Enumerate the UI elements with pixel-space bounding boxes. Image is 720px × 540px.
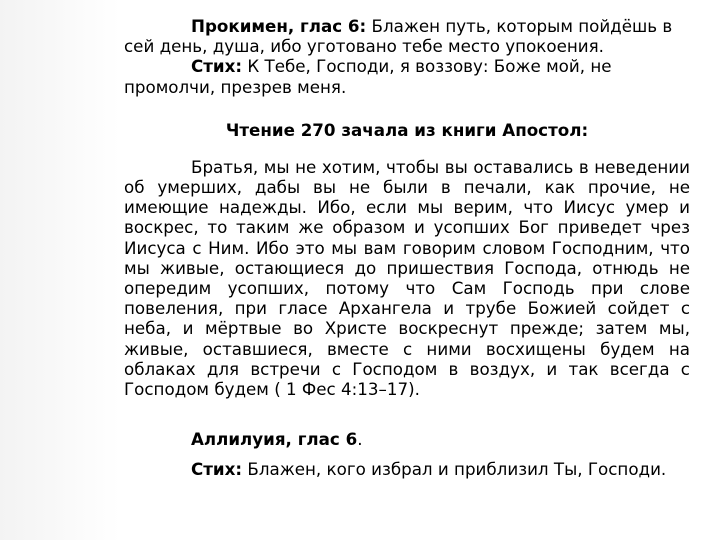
stikh-text-2: Блажен, кого избрал и приблизил Ты, Господи. <box>242 459 667 480</box>
reading-heading: Чтение 270 зачала из книги Апостол: <box>225 119 589 140</box>
stikh-text-1: К Тебе, Господи, я воззову: Боже мой, не промолчи, презрев меня. <box>124 56 612 97</box>
prokimen-text: Блажен путь, которым пойдёшь в сей день, душа, ибо уготовано тебе место упокоения. <box>124 16 673 57</box>
stikh-lead-2: Стих: <box>191 459 243 480</box>
prokimen-lead: Прокимен, глас 6: <box>191 16 367 36</box>
stikh-lead-1: Стих: <box>191 56 243 77</box>
prokimen-paragraph <box>124 16 690 56</box>
alleluia-paragraph <box>124 429 690 449</box>
reading-body: Братья, мы не хотим, чтобы вы оставались в неведении об умерших, дабы вы не были в печали, как прочие, не имеющие надежды. Ибо, если мы верим, что Иисус умер и воскрес, то таким же образом и усопших Бог приведет чрез Иисуса с Ним. Ибо это мы вам говорим словом Господним, что мы живые, остающиеся до пришествия Господа, отнюдь не опередим усопших, потому что Сам Господь при слове повеления, при гласе Архангела и трубе Божией сойдет с неба, и мёртвые во Христе воскреснут прежде; затем мы, живые, оставшиеся, вместе с ними восхищены будем на облаках для встречи с Господом в воздух, и так всегда с Господом будем ( 1 Фес 4:13–17). <box>124 156 690 399</box>
document-body <box>124 16 690 480</box>
alleluia-text: . <box>357 429 363 450</box>
alleluia-lead: Аллилуия, глас 6 <box>191 429 358 450</box>
section-spacer <box>124 399 690 429</box>
stikh-paragraph-2 <box>124 459 690 479</box>
stikh-paragraph-1 <box>124 56 690 96</box>
